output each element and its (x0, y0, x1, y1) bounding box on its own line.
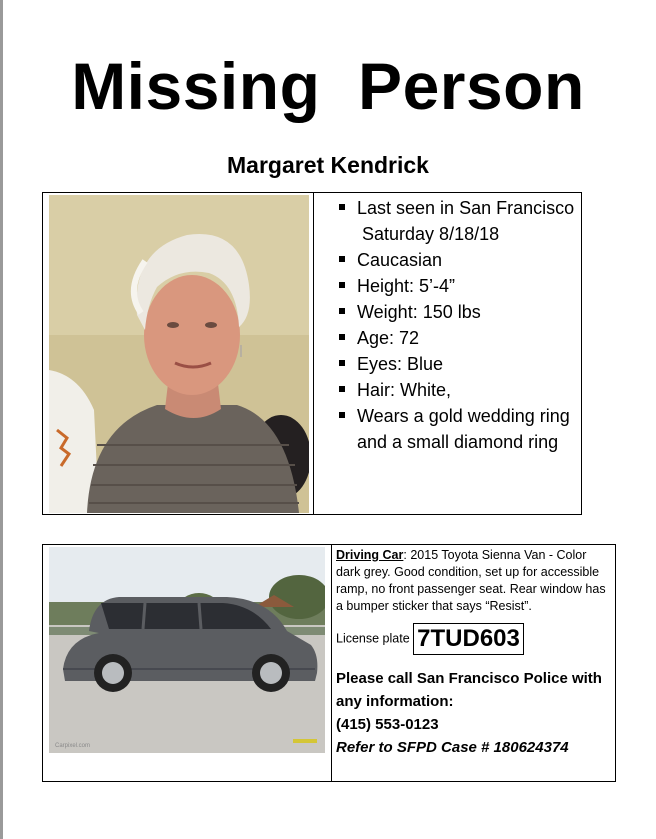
detail-eyes: Eyes: Blue (337, 351, 577, 377)
driving-car-colon: : (403, 548, 411, 562)
person-info-box (42, 192, 582, 515)
vehicle-info-box (42, 544, 616, 782)
detail-age: Age: 72 (337, 325, 577, 351)
license-plate-row (336, 623, 612, 655)
detail-hair: Hair: White, (337, 377, 577, 403)
details-list (337, 195, 577, 455)
contact-call-text: Please call San Francisco Police with any information: (336, 670, 602, 710)
detail-height: Height: 5’-4” (337, 273, 577, 299)
contact-case-number: Refer to SFPD Case # 180624374 (336, 739, 569, 756)
person-photo-illustration (49, 195, 309, 513)
driving-car-description: 2015 Toyota Sienna Van - Color dark grey. Good condition, set up for accessible ramp, no front passenger seat. Rear window has a bumper sticker that says “Resist”. (336, 548, 606, 613)
license-plate-number: 7TUD603 (413, 623, 524, 655)
detail-last-seen-date: Saturday 8/18/18 (362, 224, 500, 244)
vehicle-paragraph (336, 547, 612, 615)
page-title: Missing Person (71, 49, 585, 123)
car-photo (49, 547, 325, 753)
vehicle-description (336, 547, 612, 759)
driving-car-label: Driving Car (336, 548, 404, 562)
detail-weight: Weight: 150 lbs (337, 299, 577, 325)
vehicle-divider (331, 545, 332, 781)
car-photo-illustration (49, 547, 325, 753)
contact-phone: (415) 553-0123 (336, 716, 439, 733)
contact-info (336, 667, 612, 759)
license-plate-label: License plate (336, 631, 410, 646)
info-divider (313, 193, 314, 514)
detail-race: Caucasian (337, 247, 577, 273)
person-photo (49, 195, 309, 513)
detail-last-seen: Last seen in San Francisco Saturday 8/18/18 (337, 195, 577, 247)
page-left-edge (0, 0, 3, 839)
car-photo-watermark: Carpixel.com (55, 743, 91, 749)
detail-jewelry: Wears a gold wedding ring and a small diamond ring (337, 403, 577, 455)
person-name: Margaret Kendrick (227, 152, 429, 178)
